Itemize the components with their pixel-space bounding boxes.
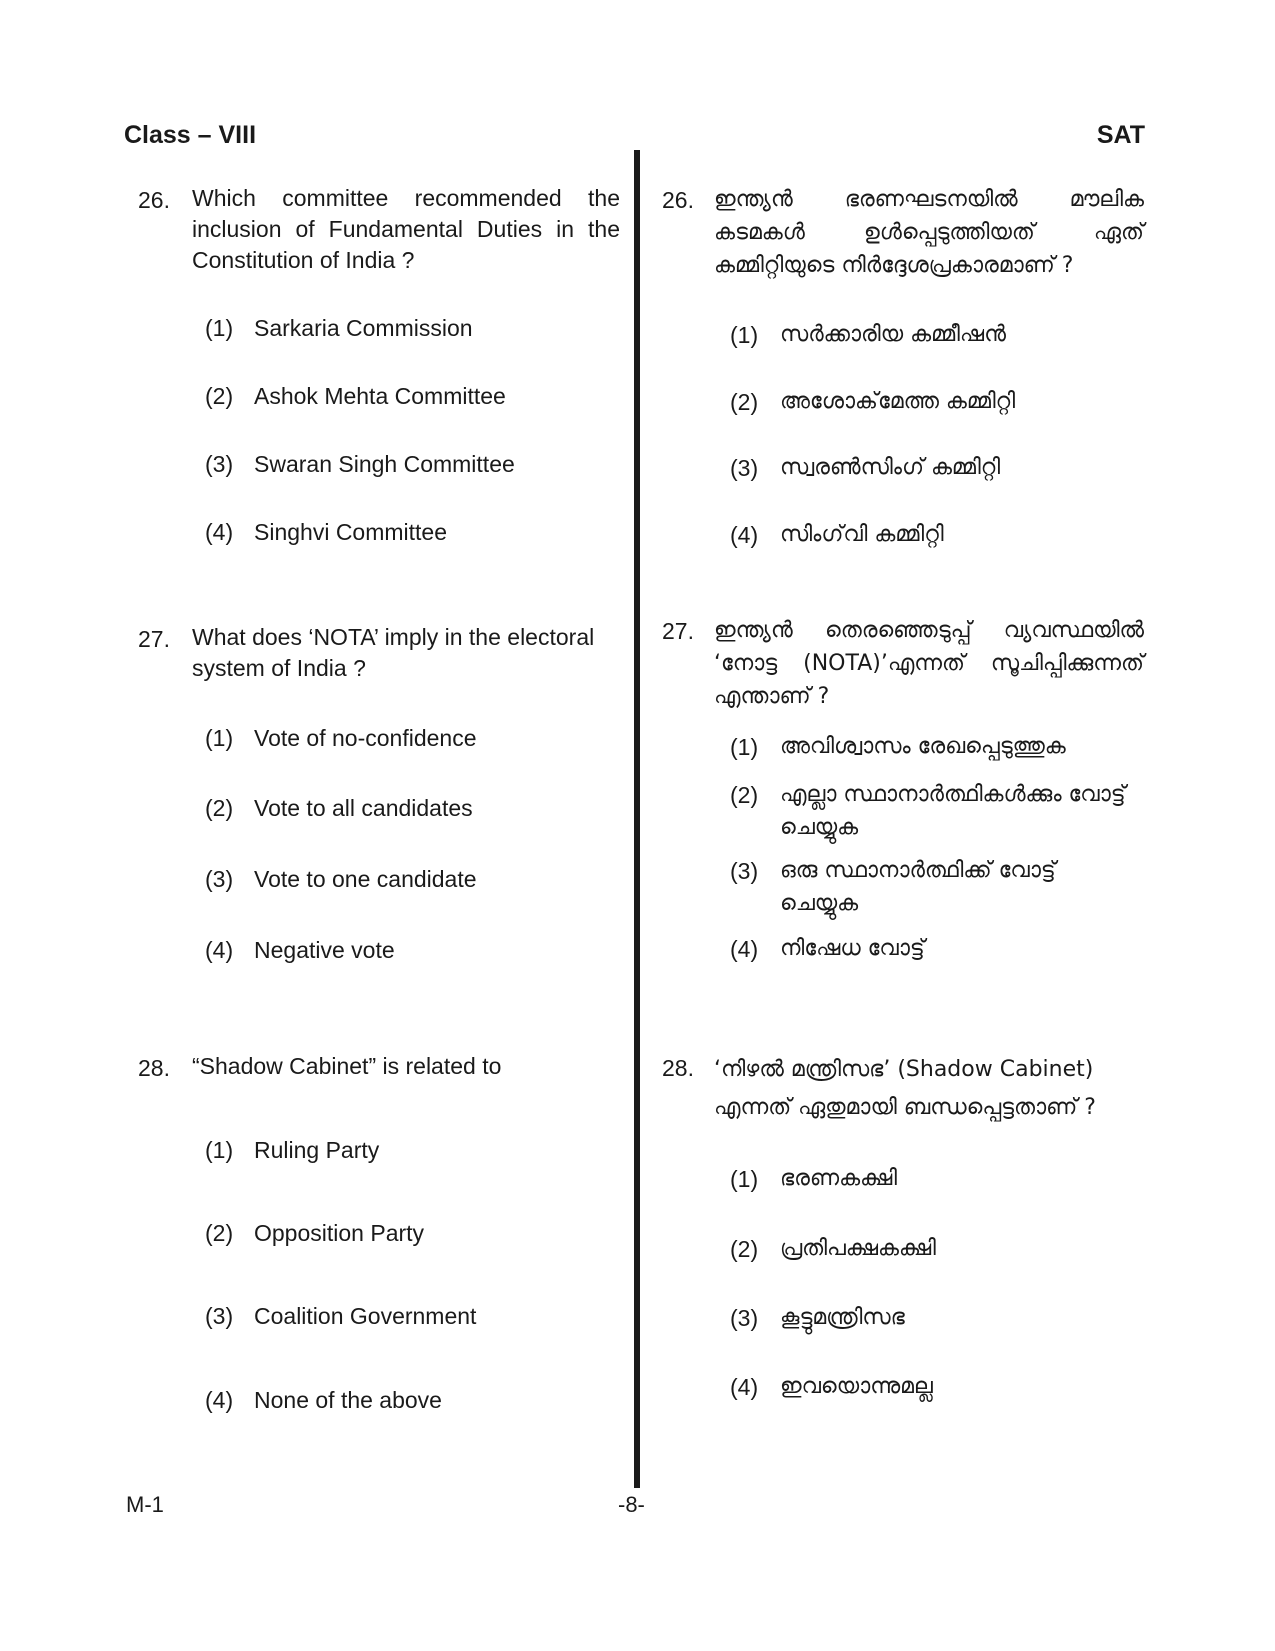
ml-q27-text: ഇന്ത്യൻ തെരഞ്ഞെടുപ്പ് വ്യവസ്ഥയിൽ ‘നോട്ട (NOTA)’എന്നത് സൂചിപ്പിക്കുന്നത് എന്താണ് ? <box>714 618 1144 709</box>
en-q26-opt4-num: (4) <box>205 519 234 545</box>
en-q26-opt3-num: (3) <box>205 451 234 477</box>
ml-q27-opt2: എല്ലാ സ്ഥാനാർത്ഥികൾക്കും വോട്ട് ചെയ്യുക <box>780 782 1126 840</box>
ml-q27-opt2-num: (2) <box>730 782 759 808</box>
en-q27-opt4: Negative vote <box>254 937 395 963</box>
en-q27-text: What does ‘NOTA’ imply in the electoral system of India ? <box>192 624 595 681</box>
ml-q28-opt4: ഇവയൊന്നുമല്ല <box>780 1374 933 1399</box>
en-q27-opt2: Vote to all candidates <box>254 795 473 821</box>
ml-q26-opt4: സിംഗ്‌വി കമ്മിറ്റി <box>780 522 944 547</box>
ml-q26-opt2: അശോക്‌മേത്ത കമ്മിറ്റി <box>780 389 1016 414</box>
ml-q27-number: 27. <box>662 618 694 644</box>
page-header-class: Class – VIII <box>124 121 257 149</box>
ml-q26-number: 26. <box>662 187 694 213</box>
footer-code: M-1 <box>126 1492 164 1517</box>
en-q28-opt1: Ruling Party <box>254 1137 380 1163</box>
en-q27-opt4-num: (4) <box>205 937 234 963</box>
en-q28-opt2-num: (2) <box>205 1220 234 1246</box>
en-q27-opt3: Vote to one candidate <box>254 866 477 892</box>
en-q28-opt3-num: (3) <box>205 1303 234 1329</box>
en-q26-opt2: Ashok Mehta Committee <box>254 383 506 409</box>
en-q26-opt1-num: (1) <box>205 315 234 341</box>
ml-q28-opt3-num: (3) <box>730 1305 759 1331</box>
en-q27-opt2-num: (2) <box>205 795 234 821</box>
ml-q26-opt1-num: (1) <box>730 322 759 348</box>
en-q26-opt1: Sarkaria Commission <box>254 315 473 341</box>
ml-q27-opt4-num: (4) <box>730 936 759 962</box>
en-q26-number: 26. <box>138 187 170 213</box>
en-q26-opt3: Swaran Singh Committee <box>254 451 515 477</box>
en-q26-opt4: Singhvi Committee <box>254 519 448 545</box>
ml-q28-text: ‘നിഴൽ മന്ത്രിസഭ’ (Shadow Cabinet) എന്നത് ഏതുമായി ബന്ധപ്പെട്ടതാണ് ? <box>714 1057 1096 1120</box>
en-q27-opt1: Vote of no-confidence <box>254 725 477 751</box>
ml-q28-opt3: കൂട്ടുമന്ത്രിസഭ <box>780 1305 905 1330</box>
ml-q26-opt4-num: (4) <box>730 522 759 548</box>
ml-q28-opt2: പ്രതിപക്ഷകക്ഷി <box>780 1236 936 1261</box>
en-q28-opt4: None of the above <box>254 1387 442 1413</box>
page-header-exam: SAT <box>1096 121 1145 149</box>
ml-q27-opt1: അവിശ്വാസം രേഖപ്പെടുത്തുക <box>780 734 1066 759</box>
ml-q26-opt2-num: (2) <box>730 389 759 415</box>
ml-q28-number: 28. <box>662 1055 694 1081</box>
ml-q28-opt1-num: (1) <box>730 1166 759 1192</box>
en-q28-number: 28. <box>138 1055 170 1081</box>
ml-q27-opt1-num: (1) <box>730 734 759 760</box>
en-q27-opt1-num: (1) <box>205 725 234 751</box>
ml-q28-opt4-num: (4) <box>730 1374 759 1400</box>
column-divider <box>634 150 640 1488</box>
en-q27-number: 27. <box>138 626 170 652</box>
ml-q28-opt2-num: (2) <box>730 1236 759 1262</box>
ml-q27-opt3-num: (3) <box>730 858 759 884</box>
ml-q27-opt3: ഒരു സ്ഥാനാർത്ഥിക്ക് വോട്ട് ചെയ്യുക <box>780 858 1056 916</box>
en-q28-opt2: Opposition Party <box>254 1220 425 1246</box>
ml-q28-opt1: ഭരണകക്ഷി <box>780 1166 897 1191</box>
en-q26-text: Which committee recommended the inclusion of Fundamental Duties in the Constitution of India ? <box>192 185 620 273</box>
ml-q26-opt1: സർക്കാരിയ കമ്മീഷൻ <box>780 322 1006 347</box>
en-q28-opt1-num: (1) <box>205 1137 234 1163</box>
ml-q26-opt3: സ്വരൺസിംഗ് കമ്മിറ്റി <box>780 455 1001 480</box>
en-q26-opt2-num: (2) <box>205 383 234 409</box>
ml-q26-opt3-num: (3) <box>730 455 759 481</box>
page-number: -8- <box>618 1492 645 1517</box>
en-q28-opt3: Coalition Government <box>254 1303 477 1329</box>
en-q28-text: “Shadow Cabinet” is related to <box>192 1053 502 1079</box>
ml-q26-text: ഇന്ത്യൻ ഭരണഘടനയിൽ മൗലിക കടമകൾ ഉൾപ്പെടുത്തിയത് ഏത് കമ്മിറ്റിയുടെ നിർദ്ദേശപ്രകാരമാണ് ? <box>714 187 1144 278</box>
en-q27-opt3-num: (3) <box>205 866 234 892</box>
ml-q27-opt4: നിഷേധ വോട്ട് <box>780 936 925 961</box>
en-q28-opt4-num: (4) <box>205 1387 234 1413</box>
